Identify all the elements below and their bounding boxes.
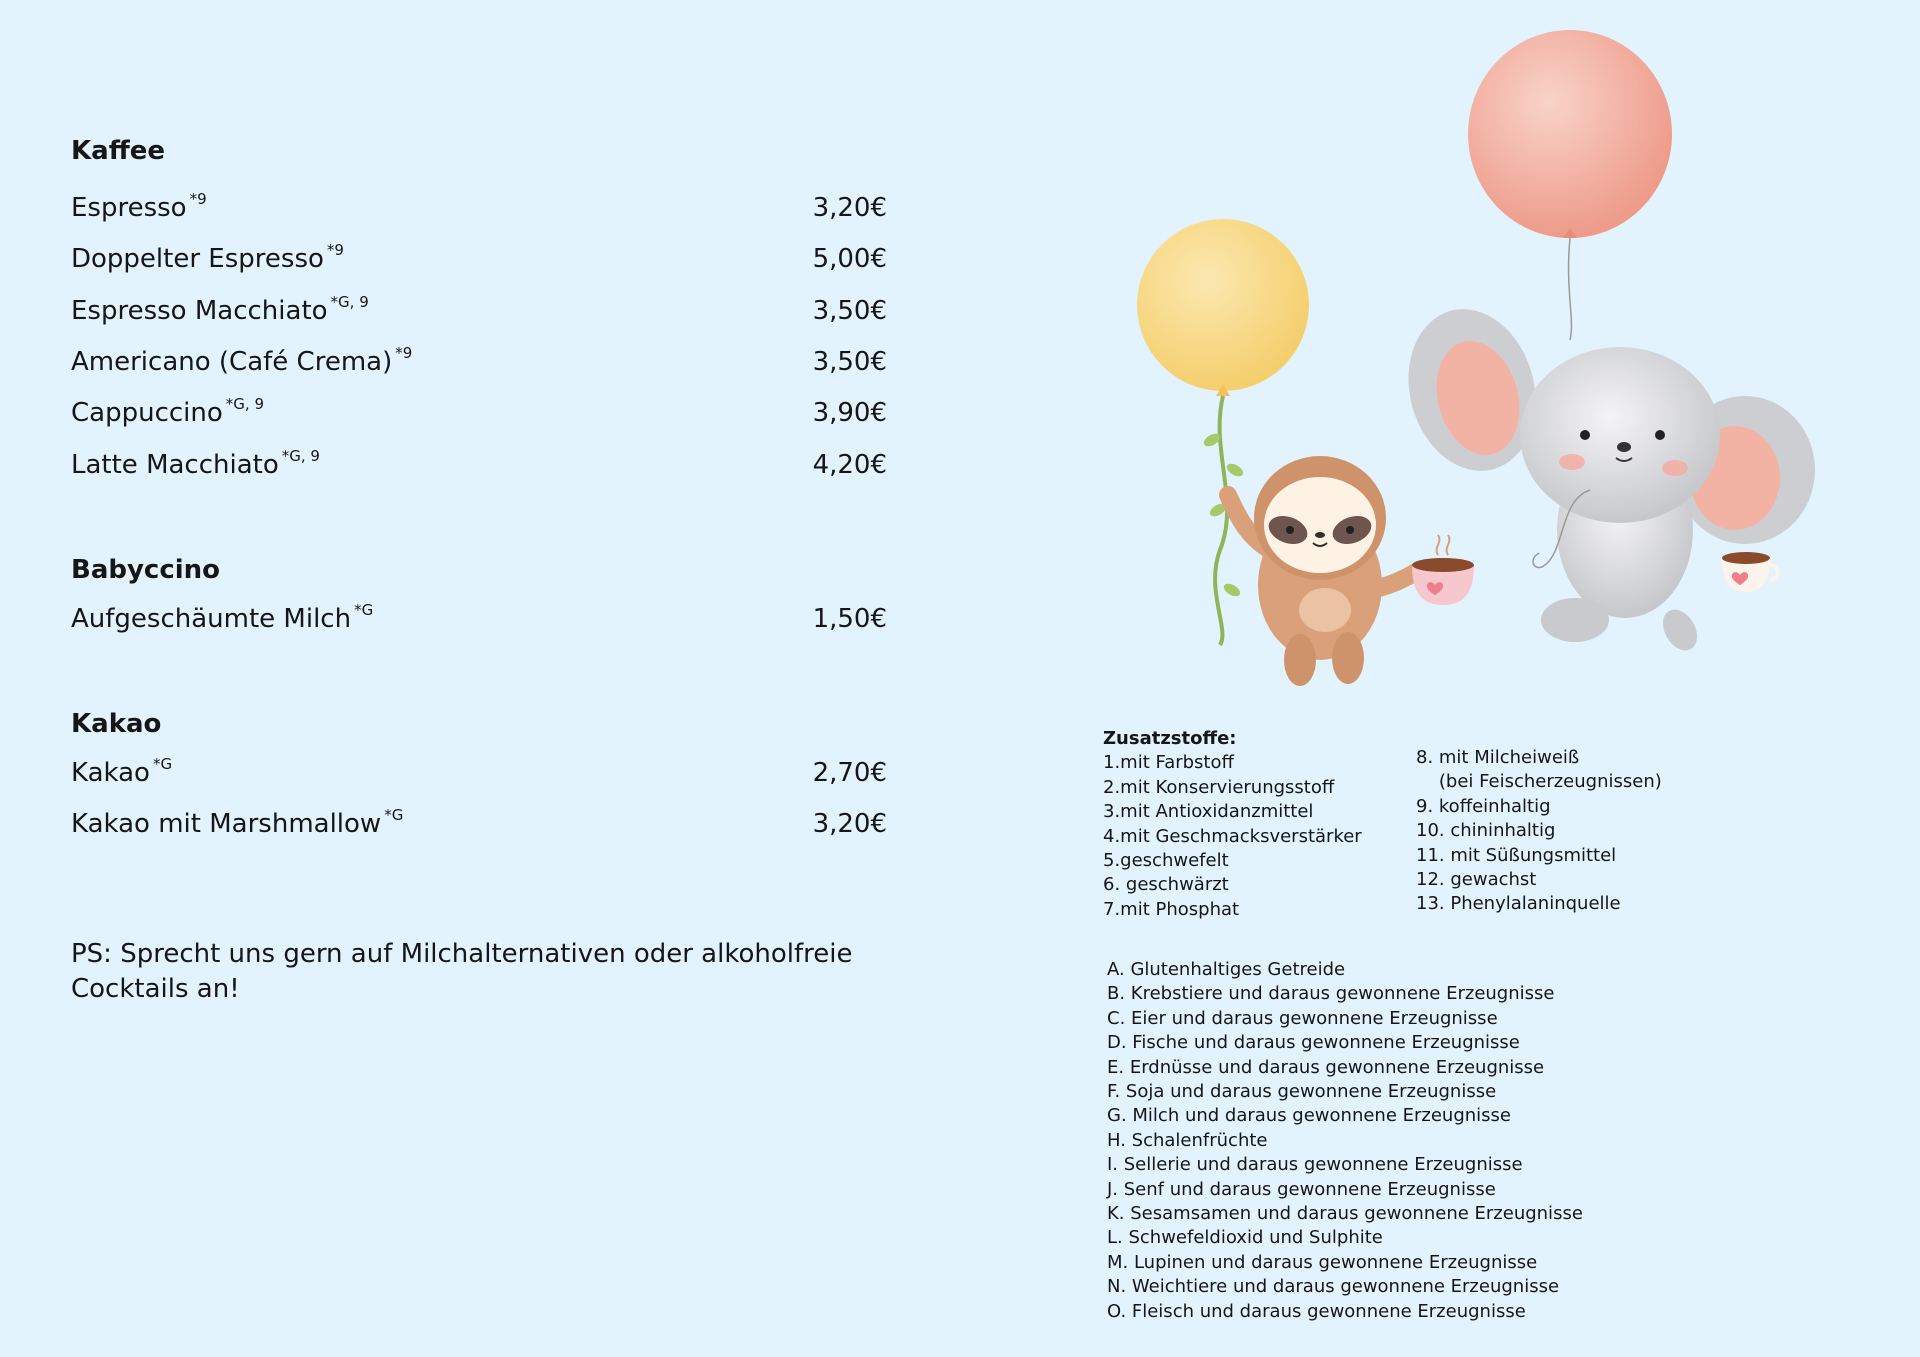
additive-item: 7.mit Phosphat bbox=[1103, 898, 1240, 920]
allergen-item: G. Milch und daraus gewonnene Erzeugnisse bbox=[1107, 1105, 1512, 1127]
allergen-item: D. Fische und daraus gewonnene Erzeugnisse bbox=[1107, 1032, 1520, 1054]
additives-list-right bbox=[1416, 746, 1662, 917]
section-title-kakao: Kakao bbox=[71, 709, 162, 739]
additive-item: 1.mit Farbstoff bbox=[1103, 752, 1234, 774]
menu-item-name: Doppelter Espresso bbox=[71, 244, 324, 274]
additives-title: Zusatzstoffe: bbox=[1103, 728, 1237, 749]
allergen-item: I. Sellerie und daraus gewonnene Erzeugnisse bbox=[1107, 1154, 1523, 1176]
menu-item-aufgeschaeumte-milch bbox=[71, 601, 887, 644]
allergen-item: K. Sesamsamen und daraus gewonnene Erzeugnisse bbox=[1107, 1203, 1583, 1225]
additive-item: 4.mit Geschmacksverstärker bbox=[1103, 825, 1362, 847]
coffee-cup-icon bbox=[1722, 552, 1778, 592]
menu-item-doppelter-espresso bbox=[71, 241, 887, 284]
menu-item-price: 3,90€ bbox=[812, 398, 887, 428]
menu-item-note: *9 bbox=[189, 190, 207, 208]
menu-item-note: *9 bbox=[395, 344, 413, 362]
menu-item-note: *G, 9 bbox=[281, 447, 320, 465]
menu-item-espresso bbox=[71, 190, 887, 233]
menu-item-name: Espresso Macchiato bbox=[71, 296, 328, 326]
menu-item-price: 4,20€ bbox=[812, 450, 887, 480]
menu-item-kakao bbox=[71, 755, 887, 798]
menu-item-name: Espresso bbox=[71, 193, 187, 223]
additive-item: 9. koffeinhaltig bbox=[1416, 795, 1551, 817]
allergen-item: H. Schalenfrüchte bbox=[1107, 1129, 1268, 1151]
menu-item-note: *G, 9 bbox=[330, 293, 369, 311]
menu-item-note: *G, 9 bbox=[225, 395, 264, 413]
menu-item-espresso-macchiato bbox=[71, 293, 887, 336]
allergen-item: M. Lupinen und daraus gewonnene Erzeugnisse bbox=[1107, 1251, 1538, 1273]
menu-item-price: 5,00€ bbox=[812, 244, 887, 274]
allergen-item: A. Glutenhaltiges Getreide bbox=[1107, 959, 1346, 980]
menu-item-price: 3,20€ bbox=[812, 809, 887, 839]
yellow-balloon bbox=[1137, 219, 1309, 396]
balloon-string-vine bbox=[1215, 396, 1227, 645]
menu-item-note: *G bbox=[152, 755, 173, 773]
menu-item-name: Americano (Café Crema) bbox=[71, 347, 393, 377]
menu-item-name: Kakao mit Marshmallow bbox=[71, 809, 382, 839]
menu-item-name: Cappuccino bbox=[71, 398, 223, 428]
allergen-item: J. Senf und daraus gewonnene Erzeugnisse bbox=[1107, 1178, 1496, 1200]
additives-list bbox=[1103, 727, 1362, 922]
ps-note: PS: Sprecht uns gern auf Milchalternativen oder alkoholfreie Cocktails an! bbox=[71, 939, 853, 1004]
allergen-item: N. Weichtiere und daraus gewonnene Erzeugnisse bbox=[1107, 1276, 1560, 1298]
section-title-babyccino: Babyccino bbox=[71, 555, 221, 585]
menu-item-name: Kakao bbox=[71, 758, 150, 788]
menu-item-price: 2,70€ bbox=[812, 758, 887, 788]
additive-item: 8. mit Milcheiweiß bbox=[1416, 747, 1580, 768]
additive-item: 5.geschwefelt bbox=[1103, 850, 1229, 872]
menu-item-note: *G bbox=[354, 601, 374, 619]
allergen-item: B. Krebstiere und daraus gewonnene Erzeugnisse bbox=[1107, 983, 1555, 1005]
pink-balloon bbox=[1468, 30, 1672, 340]
menu-item-price: 3,50€ bbox=[812, 347, 887, 377]
additive-item: 11. mit Süßungsmittel bbox=[1416, 844, 1617, 866]
additive-item: 6. geschwärzt bbox=[1103, 874, 1229, 896]
additive-item: 3.mit Antioxidanzmittel bbox=[1103, 801, 1314, 823]
section-title-kaffee: Kaffee bbox=[71, 136, 166, 166]
menu-item-price: 3,20€ bbox=[812, 193, 887, 223]
allergens-list bbox=[1107, 958, 1583, 1324]
additive-item: 13. Phenylalaninquelle bbox=[1416, 893, 1621, 915]
menu-item-kakao-mit-marshmallow bbox=[71, 806, 887, 849]
allergen-item: C. Eier und daraus gewonnene Erzeugnisse bbox=[1107, 1007, 1498, 1029]
additive-item: 12. gewachst bbox=[1416, 869, 1537, 891]
additive-item: 10. chininhaltig bbox=[1416, 820, 1556, 842]
menu-item-price: 1,50€ bbox=[812, 604, 887, 634]
menu-item-name: Latte Macchiato bbox=[71, 450, 279, 480]
menu-item-note: *G bbox=[384, 806, 404, 824]
menu-item-latte-macchiato bbox=[71, 447, 887, 490]
allergen-item: F. Soja und daraus gewonnene Erzeugnisse bbox=[1107, 1081, 1497, 1103]
menu-item-price: 3,50€ bbox=[812, 296, 887, 326]
menu-item-name: Aufgeschäumte Milch bbox=[71, 604, 352, 634]
allergen-item: E. Erdnüsse und daraus gewonnene Erzeugnisse bbox=[1107, 1056, 1545, 1078]
sloth-character bbox=[1228, 456, 1420, 686]
allergen-item: L. Schwefeldioxid und Sulphite bbox=[1107, 1227, 1383, 1249]
pink-cup-icon bbox=[1412, 535, 1474, 605]
animals-balloons-illustration bbox=[1120, 30, 1850, 720]
additive-item: (bei Feischerzeugnissen) bbox=[1416, 771, 1662, 793]
allergen-item: O. Fleisch und daraus gewonnene Erzeugnisse bbox=[1107, 1300, 1526, 1322]
menu-item-cappuccino bbox=[71, 395, 887, 438]
menu-item-note: *9 bbox=[326, 241, 344, 259]
additive-item: 2.mit Konservierungsstoff bbox=[1103, 776, 1335, 798]
menu-item-americano bbox=[71, 344, 887, 387]
